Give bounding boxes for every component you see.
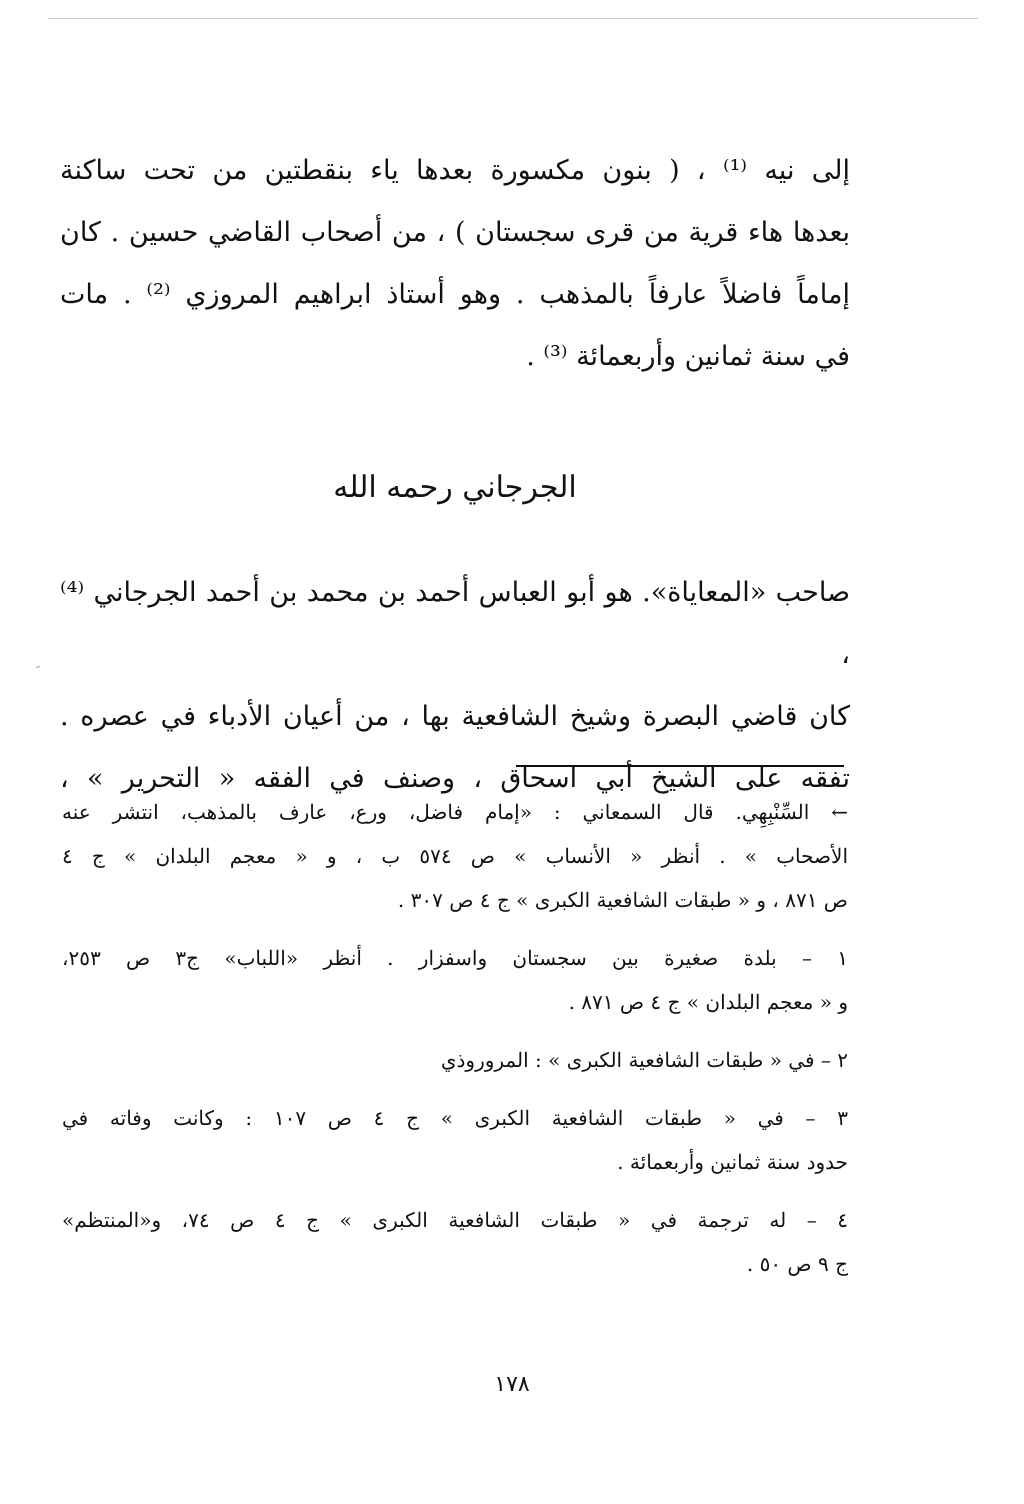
- footnote-line: و « معجم البلدان » ج ٤ ص ٨٧١ .: [568, 990, 848, 1014]
- footnote-2: [62, 1038, 848, 1082]
- paragraph-2-line: تفقه على الشيخ أبي اسحاق ، وصنف في الفقه « التحرير » ،: [60, 763, 850, 794]
- footnote-4: [62, 1198, 848, 1286]
- footnote-3: [62, 1096, 848, 1184]
- footnote-line: ← السِّنْبِهِي. قال السمعاني : «إمام فاضل، ورع، عارف بالمذهب، انتشر عنه: [62, 800, 848, 824]
- page-number: ١٧٨: [494, 1372, 530, 1397]
- paragraph-1-line: بعدها هاء قرية من قرى سجستان ) ، من أصحاب القاضي حسين . كان: [60, 217, 850, 248]
- footnotes: [62, 790, 848, 1300]
- footnote-separator: [516, 765, 844, 767]
- paragraph-2-line: صاحب «المعاياة». هو أبو العباس أحمد بن محمد بن أحمد الجرجاني ⁽⁴⁾ ،: [60, 577, 850, 670]
- footnote-line: ٤ – له ترجمة في « طبقات الشافعية الكبرى » ج ٤ ص ٧٤، و«المنتظم»: [62, 1208, 848, 1232]
- page-body: [60, 140, 850, 810]
- paragraph-1-line: إلى نيه ⁽¹⁾ ، ( بنون مكسورة بعدها ياء بنقطتين من تحت ساكنة: [60, 155, 850, 186]
- footnote-line: الأصحاب » . أنظر « الأنساب » ص ٥٧٤ ب ، و « معجم البلدان » ج ٤: [62, 844, 848, 868]
- margin-mark: ﹶ: [36, 664, 41, 680]
- footnote-line: ٢ – في « طبقات الشافعية الكبرى » : المروروذي: [440, 1048, 848, 1072]
- paragraph-1-line: في سنة ثمانين وأربعمائة ⁽³⁾ .: [526, 341, 850, 372]
- footnote-line: ١ – بلدة صغيرة بين سجستان واسفزار . أنظر «اللباب» ج٣ ص ٢٥٣،: [62, 946, 848, 970]
- footnote-1: [62, 936, 848, 1024]
- paragraph-1: [60, 140, 850, 388]
- footnote-continuation: [62, 790, 848, 922]
- paragraph-2: [60, 562, 850, 810]
- paragraph-1-line: إماماً فاضلاً عارفاً بالمذهب . وهو أستاذ ابراهيم المروزي ⁽²⁾ . مات: [60, 279, 850, 310]
- footnote-line: ٣ – في « طبقات الشافعية الكبرى » ج ٤ ص ١٠٧ : وكانت وفاته في: [62, 1106, 848, 1130]
- top-rule: [48, 18, 978, 19]
- footnote-line: ج ٩ ص ٥٠ .: [746, 1252, 848, 1276]
- section-heading: الجرجاني رحمه الله: [333, 470, 577, 505]
- footnote-line: ص ٨٧١ ، و « طبقات الشافعية الكبرى » ج ٤ ص ٣٠٧ .: [397, 888, 848, 912]
- paragraph-2-line: كان قاضي البصرة وشيخ الشافعية بها ، من أعيان الأدباء في عصره .: [60, 701, 850, 732]
- footnote-line: حدود سنة ثمانين وأربعمائة .: [617, 1150, 848, 1174]
